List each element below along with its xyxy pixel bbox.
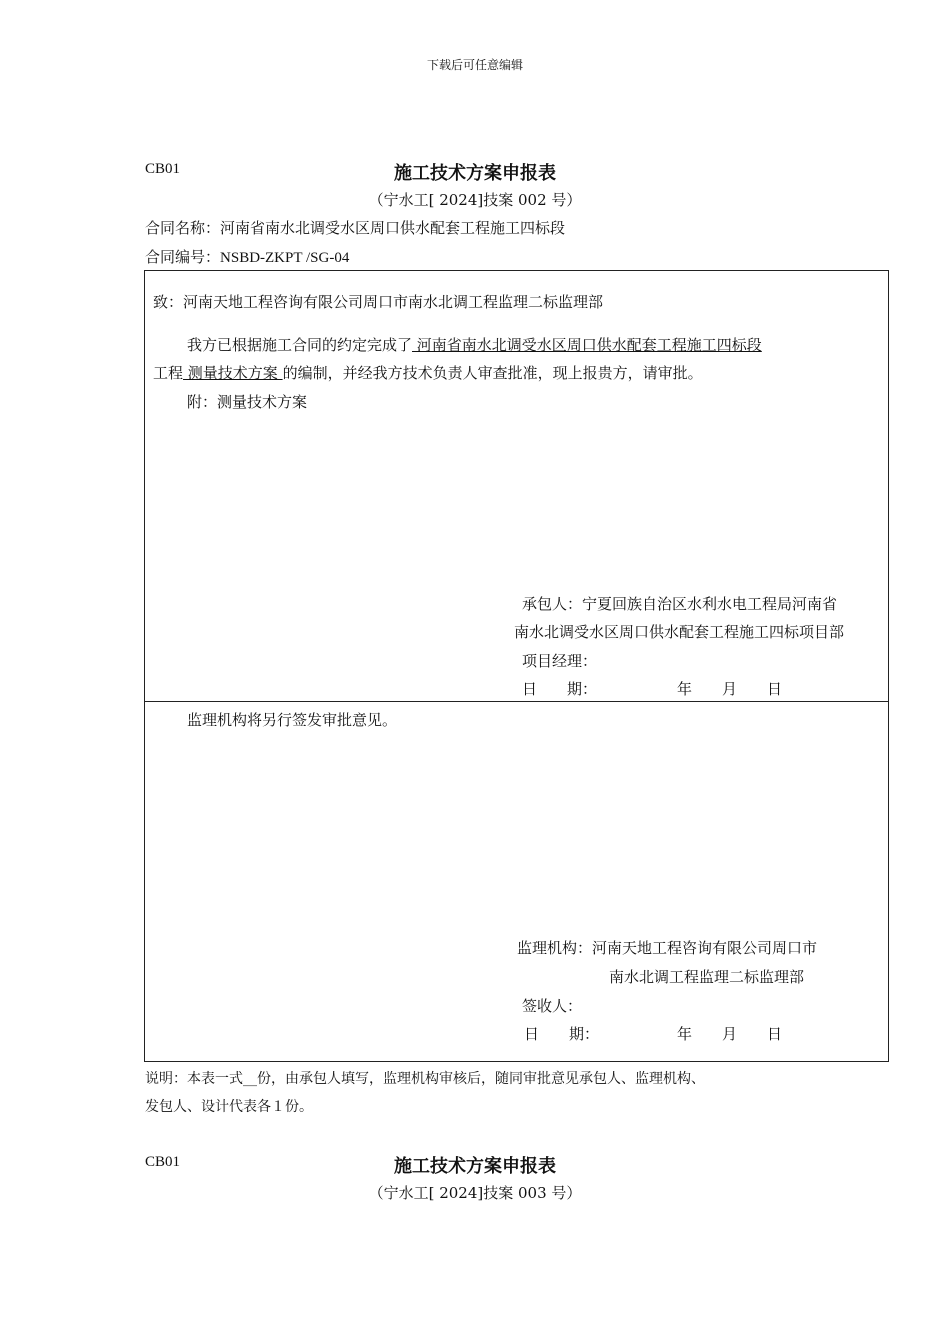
form-note-line2: 发包人、设计代表各１份。 bbox=[145, 1099, 313, 1115]
supervisor-note: 监理机构将另行签发审批意见。 bbox=[187, 711, 398, 729]
form-code: CB01 bbox=[145, 161, 181, 177]
contract-number-value: NSBD-ZKPT /SG-04 bbox=[220, 250, 350, 266]
date-line-1 bbox=[522, 678, 782, 699]
project-name-underlined: 河南省南水北调受水区周口供水配套工程施工四标段 bbox=[412, 336, 762, 354]
body-suffix: 的编制，并经我方技术负责人审查批准，现上报贵方，请审批。 bbox=[282, 364, 703, 382]
body-prefix: 我方已根据施工合同的约定完成了 bbox=[187, 336, 413, 354]
contract-name-row bbox=[145, 217, 565, 238]
form2-serial-number: （宁水工[ 2024]技案 003 号） bbox=[368, 1184, 582, 1202]
form-note-line1: 说明：本表一式__份，由承包人填写，监理机构审核后，随同审批意见承包人、监理机构、 bbox=[145, 1071, 705, 1087]
date-line-2 bbox=[524, 1023, 782, 1044]
form2-title: 施工技术方案申报表 bbox=[394, 1156, 556, 1177]
recipient-line bbox=[153, 291, 603, 312]
submission-body-line1 bbox=[187, 334, 762, 355]
recipient-value: 河南天地工程咨询有限公司周口市南水北调工程监理二标监理部 bbox=[183, 293, 604, 311]
date-ymd-1: 年 月 日 bbox=[677, 680, 783, 698]
contractor-label: 承包人： bbox=[522, 595, 583, 613]
project-manager-label: 项目经理： bbox=[522, 652, 598, 670]
date-label-2: 日 期： bbox=[524, 1025, 600, 1043]
contractor-name1: 宁夏回族自治区水利水电工程局河南省 bbox=[582, 595, 838, 613]
date-label-1: 日 期： bbox=[522, 680, 598, 698]
form-title: 施工技术方案申报表 bbox=[394, 163, 556, 184]
plan-name-underlined: 测量技术方案 bbox=[183, 364, 283, 382]
attachment-label: 附： bbox=[187, 393, 218, 411]
attachment-line bbox=[187, 391, 307, 412]
body-gongcheng: 工程 bbox=[153, 364, 184, 382]
submission-section bbox=[144, 270, 889, 702]
supervisor-line1 bbox=[517, 937, 817, 958]
form2-code: CB01 bbox=[145, 1154, 181, 1170]
submission-body-line2 bbox=[153, 362, 703, 383]
contractor-line1 bbox=[522, 593, 837, 614]
contract-name-value: 河南省南水北调受水区周口供水配套工程施工四标段 bbox=[220, 219, 566, 237]
supervisor-name1: 河南天地工程咨询有限公司周口市 bbox=[592, 939, 818, 957]
contractor-line2: 南水北调受水区周口供水配套工程施工四标项目部 bbox=[514, 623, 845, 641]
supervisor-label: 监理机构： bbox=[517, 939, 593, 957]
contract-number-label: 合同编号： bbox=[145, 248, 221, 266]
contract-name-label: 合同名称： bbox=[145, 219, 221, 237]
receiver-label: 签收人： bbox=[522, 997, 583, 1015]
contract-number-row bbox=[145, 246, 349, 267]
supervisor-section bbox=[144, 701, 889, 1062]
supervisor-line2: 南水北调工程监理二标监理部 bbox=[609, 968, 805, 986]
attachment-value: 测量技术方案 bbox=[217, 393, 308, 411]
header-note: 下载后可任意编辑 bbox=[426, 58, 523, 72]
recipient-label: 致： bbox=[153, 293, 184, 311]
form-serial-number: （宁水工[ 2024]技案 002 号） bbox=[368, 191, 582, 209]
date-ymd-2: 年 月 日 bbox=[677, 1025, 783, 1043]
